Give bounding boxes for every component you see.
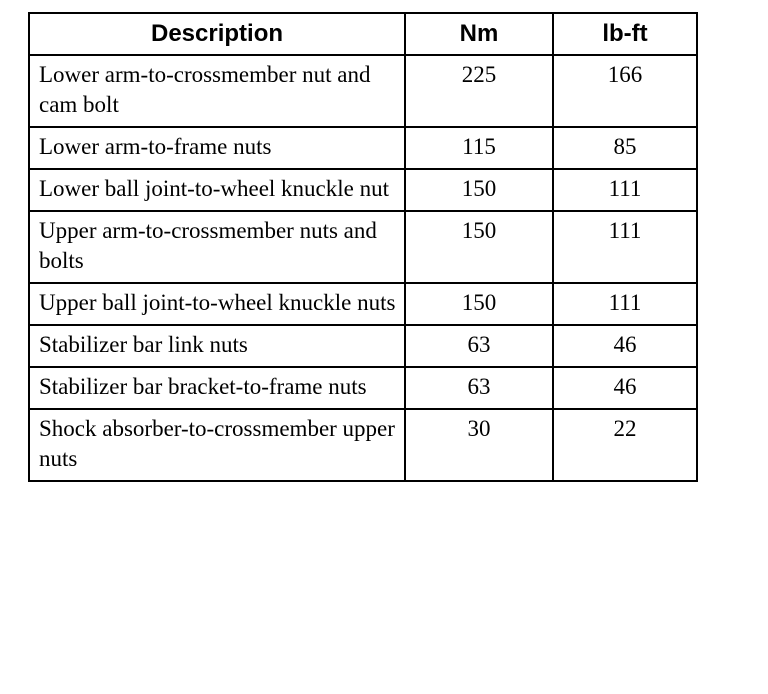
header-row bbox=[29, 13, 697, 55]
row-lbft-value: 22 bbox=[553, 409, 697, 481]
row-description: Upper ball joint-to-wheel knuckle nuts bbox=[29, 283, 405, 325]
row-lbft-value: 111 bbox=[553, 169, 697, 211]
row-lbft-value: 111 bbox=[553, 211, 697, 283]
table-row bbox=[29, 325, 697, 367]
row-description: Shock absorber-to-crossmember upper nuts bbox=[29, 409, 405, 481]
row-description: Stabilizer bar bracket-to-frame nuts bbox=[29, 367, 405, 409]
row-lbft-value: 111 bbox=[553, 283, 697, 325]
row-description: Upper arm-to-crossmember nuts and bolts bbox=[29, 211, 405, 283]
row-lbft-value: 46 bbox=[553, 325, 697, 367]
row-lbft-value: 166 bbox=[553, 55, 697, 127]
table-row bbox=[29, 127, 697, 169]
header-nm: Nm bbox=[405, 13, 553, 55]
table-body bbox=[29, 55, 697, 481]
table-header bbox=[29, 13, 697, 55]
table-row bbox=[29, 283, 697, 325]
table-row bbox=[29, 409, 697, 481]
row-nm-value: 150 bbox=[405, 169, 553, 211]
row-nm-value: 225 bbox=[405, 55, 553, 127]
row-lbft-value: 85 bbox=[553, 127, 697, 169]
row-description: Lower arm-to-frame nuts bbox=[29, 127, 405, 169]
table-row bbox=[29, 55, 697, 127]
torque-specifications-table bbox=[28, 12, 698, 482]
table-row bbox=[29, 169, 697, 211]
table-row bbox=[29, 211, 697, 283]
row-nm-value: 63 bbox=[405, 367, 553, 409]
row-description: Stabilizer bar link nuts bbox=[29, 325, 405, 367]
row-nm-value: 63 bbox=[405, 325, 553, 367]
row-nm-value: 30 bbox=[405, 409, 553, 481]
header-lbft: lb-ft bbox=[553, 13, 697, 55]
row-description: Lower ball joint-to-wheel knuckle nut bbox=[29, 169, 405, 211]
table-row bbox=[29, 367, 697, 409]
row-nm-value: 115 bbox=[405, 127, 553, 169]
header-description: Description bbox=[29, 13, 405, 55]
row-lbft-value: 46 bbox=[553, 367, 697, 409]
row-nm-value: 150 bbox=[405, 283, 553, 325]
row-description: Lower arm-to-crossmember nut and cam bolt bbox=[29, 55, 405, 127]
row-nm-value: 150 bbox=[405, 211, 553, 283]
